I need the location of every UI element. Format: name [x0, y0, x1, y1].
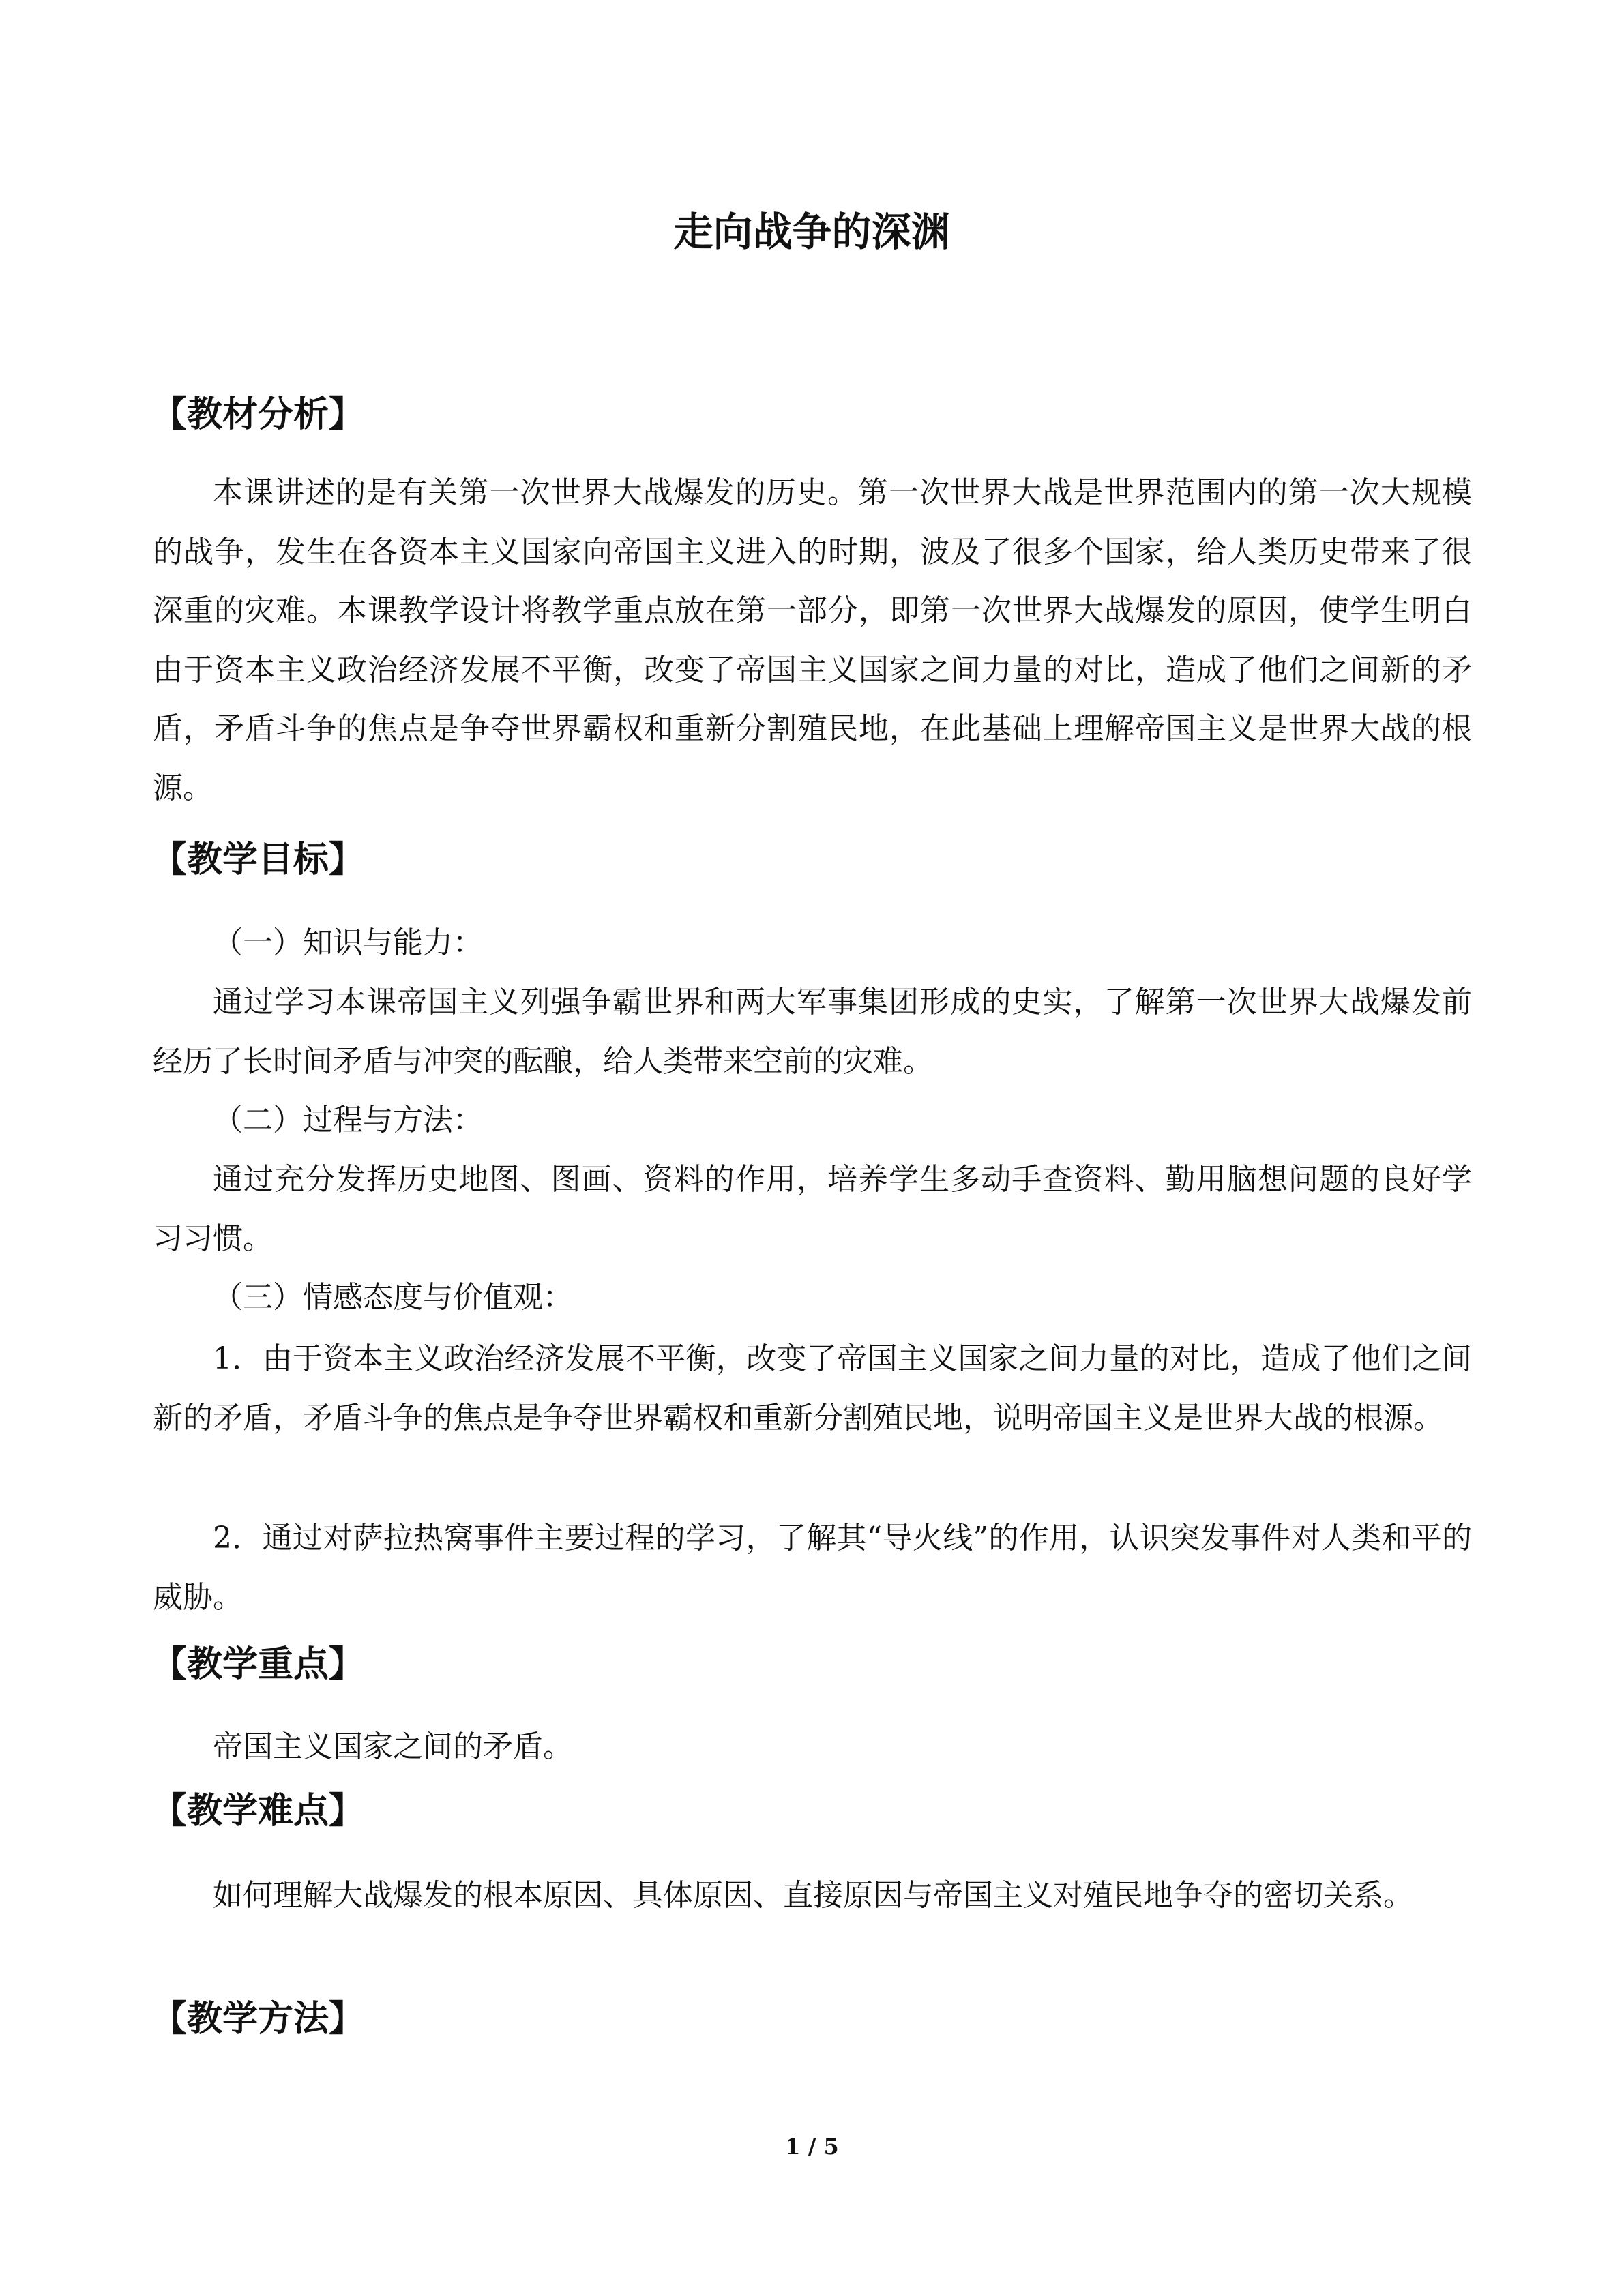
heading-teaching-objectives: 【教学目标】: [151, 839, 365, 880]
page-number: 1 / 5: [785, 2134, 839, 2160]
heading-textbook-analysis: 【教材分析】: [151, 394, 365, 435]
page-title: 走向战争的深渊: [673, 209, 951, 255]
heading-teaching-key-points: 【教学重点】: [151, 1644, 365, 1685]
heading-teaching-difficulties: 【教学难点】: [151, 1791, 365, 1832]
paragraph-values-item-2: 2．通过对萨拉热窝事件主要过程的学习，了解其“导火线”的作用，认识突发事件对人类和平的威胁。: [153, 1521, 1472, 1615]
paragraph-textbook-analysis: 本课讲述的是有关第一次世界大战爆发的历史。第一次世界大战是世界范围内的第一次大规模的战争，发生在各资本主义国家向帝国主义进入的时期，波及了很多个国家，给人类历史带来了很深重的灾难。本课教学设计将教学重点放在第一部分，即第一次世界大战爆发的原因，使学生明白由于资本主义政治经济发展不平衡，改变了帝国主义国家之间力量的对比，造成了他们之间新的矛盾，矛盾斗争的焦点是争夺世界霸权和重新分割殖民地，在此基础上理解帝国主义是世界大战的根源。: [153, 475, 1472, 805]
subheading-knowledge-ability: （一）知识与能力：: [213, 925, 483, 960]
subheading-process-method: （二）过程与方法：: [213, 1103, 483, 1137]
subheading-attitude-values: （三）情感态度与价值观：: [213, 1280, 573, 1315]
paragraph-knowledge-ability: 通过学习本课帝国主义列强争霸世界和两大军事集团形成的史实，了解第一次世界大战爆发前经历了长时间矛盾与冲突的酝酿，给人类带来空前的灾难。: [153, 985, 1472, 1079]
heading-teaching-methods: 【教学方法】: [151, 1999, 365, 2040]
paragraph-teaching-key-points: 帝国主义国家之间的矛盾。: [213, 1729, 573, 1764]
paragraph-process-method: 通过充分发挥历史地图、图画、资料的作用，培养学生多动手查资料、勤用脑想问题的良好学习习惯。: [153, 1162, 1472, 1256]
paragraph-values-item-1: 1．由于资本主义政治经济发展不平衡，改变了帝国主义国家之间力量的对比，造成了他们之间新的矛盾，矛盾斗争的焦点是争夺世界霸权和重新分割殖民地，说明帝国主义是世界大战的根源。: [153, 1341, 1472, 1435]
paragraph-teaching-difficulties: 如何理解大战爆发的根本原因、具体原因、直接原因与帝国主义对殖民地争夺的密切关系。: [213, 1878, 1413, 1913]
